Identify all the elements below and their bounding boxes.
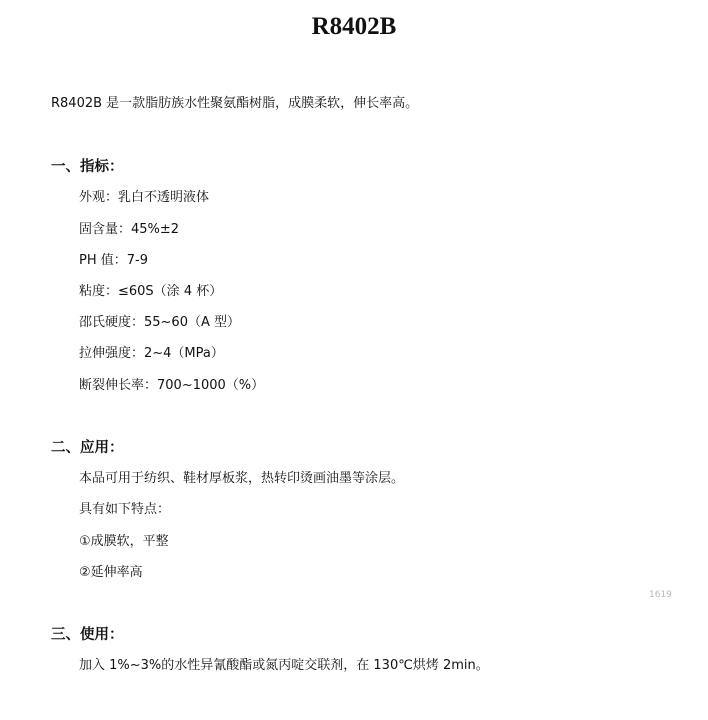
section-heading-usage: 三、使用： xyxy=(51,627,124,643)
section-heading-specs: 一、指标： xyxy=(51,159,124,175)
application-usage: 本品可用于纺织、鞋材厚板浆，热转印烫画油墨等涂层。 xyxy=(79,471,405,486)
section-heading-application: 二、应用： xyxy=(51,440,124,456)
feature-item-2: ②延伸率高 xyxy=(79,565,143,580)
spec-shore-hardness: 邵氏硬度：55~60（A 型） xyxy=(79,315,241,330)
spec-tensile-strength: 拉伸强度：2~4（MPa） xyxy=(79,346,224,361)
feature-item-1: ①成膜软，平整 xyxy=(79,534,169,549)
watermark-number: 1619 xyxy=(649,590,672,600)
application-features-label: 具有如下特点： xyxy=(79,502,171,517)
spec-appearance: 外观：乳白不透明液体 xyxy=(79,190,210,205)
usage-instruction: 加入 1%~3%的水性异氰酸酯或氮丙啶交联剂，在 130℃烘烤 2min。 xyxy=(79,658,489,673)
document-title: R8402B xyxy=(311,13,397,40)
spec-viscosity: 粘度：≤60S（涂 4 杯） xyxy=(79,284,223,299)
spec-elongation: 断裂伸长率：700~1000（%） xyxy=(79,378,265,393)
intro-paragraph: R8402B 是一款脂肪族水性聚氨酯树脂，成膜柔软，伸长率高。 xyxy=(51,96,419,111)
spec-solid-content: 固含量：45%±2 xyxy=(79,222,180,237)
spec-ph-value: PH 值：7-9 xyxy=(79,253,148,268)
